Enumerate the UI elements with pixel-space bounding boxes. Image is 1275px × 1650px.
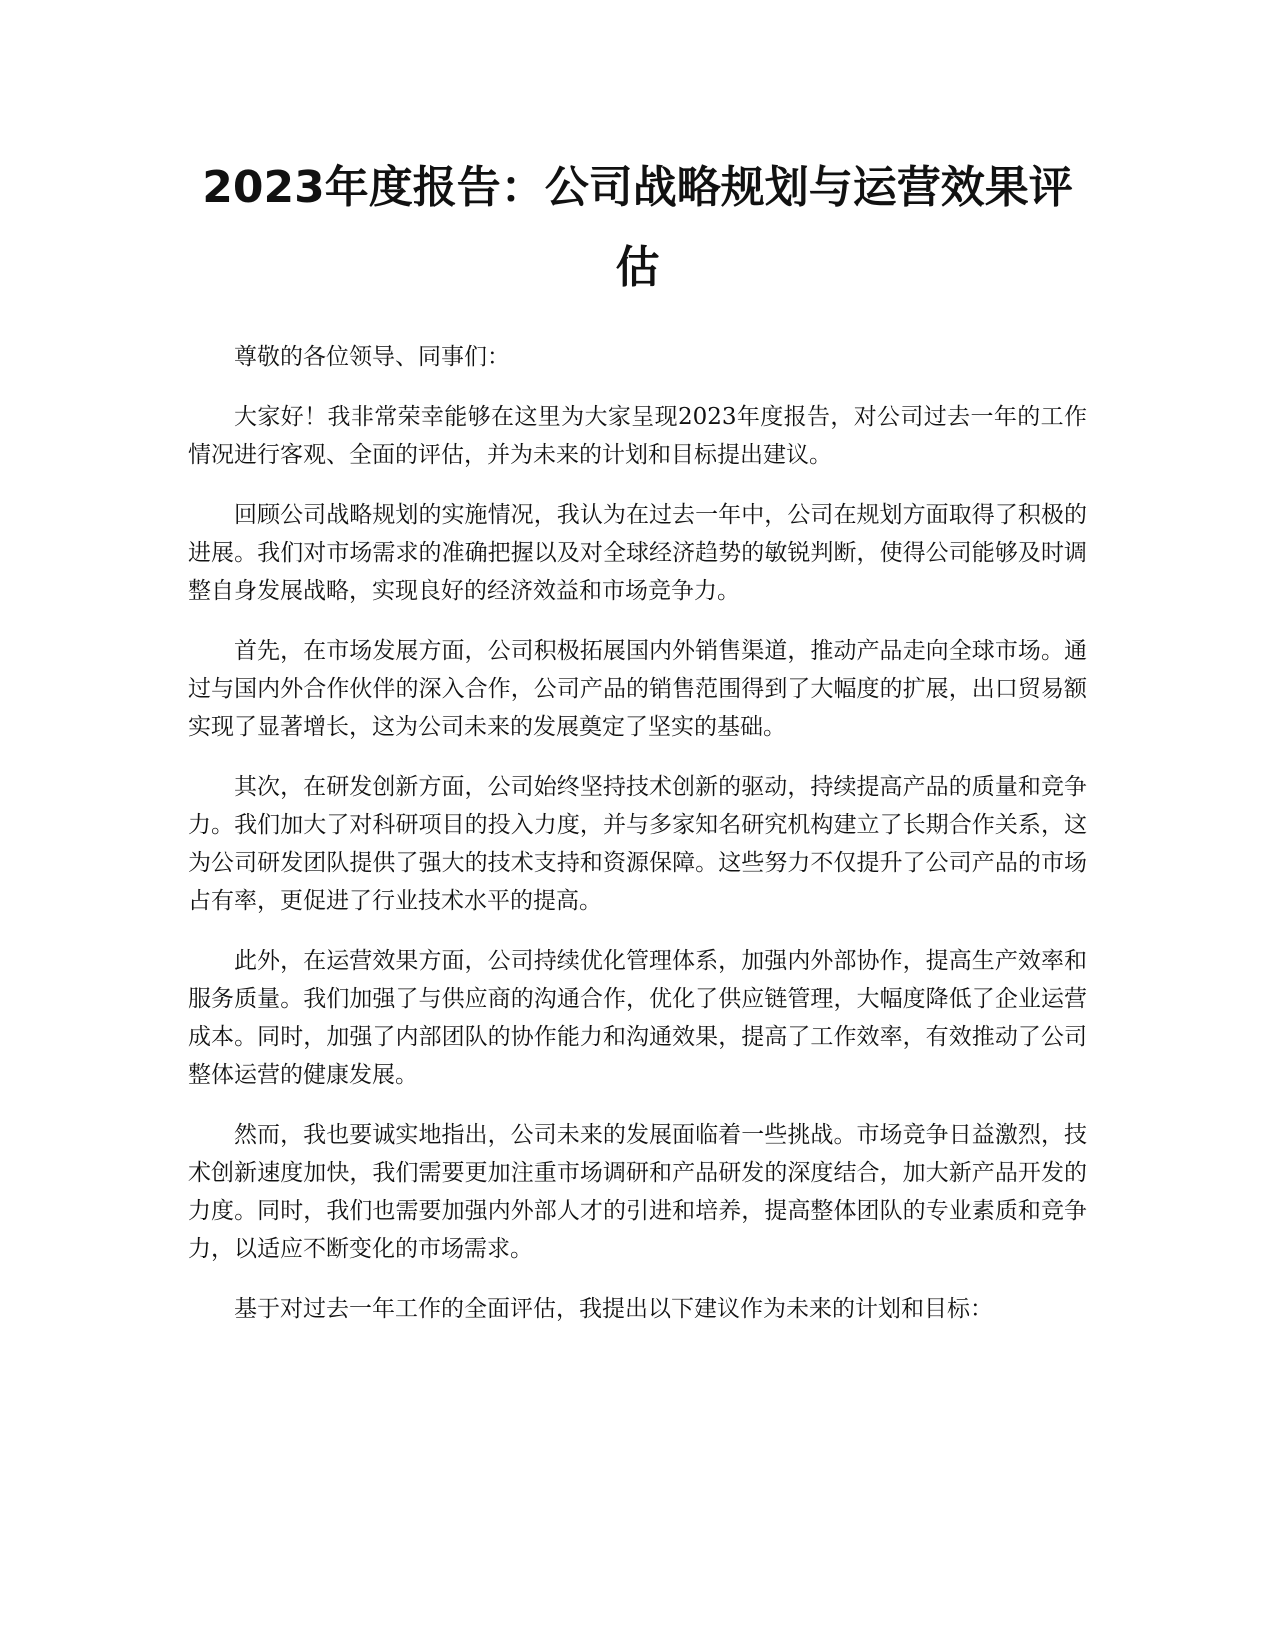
paragraph-rnd-innovation: 其次，在研发创新方面，公司始终坚持技术创新的驱动，持续提高产品的质量和竞争力。我们加大了对科研项目的投入力度，并与多家知名研究机构建立了长期合作关系，这为公司研发团队提供了强大的技术支持和资源保障。这些努力不仅提升了公司产品的市场占有率，更促进了行业技术水平的提高。 <box>188 774 1087 914</box>
paragraph-recommendations-intro: 基于对过去一年工作的全面评估，我提出以下建议作为未来的计划和目标： <box>234 1296 993 1322</box>
paragraph-market-development: 首先，在市场发展方面，公司积极拓展国内外销售渠道，推动产品走向全球市场。通过与国内外合作伙伴的深入合作，公司产品的销售范围得到了大幅度的扩展，出口贸易额实现了显著增长，这为公司未来的发展奠定了坚实的基础。 <box>188 638 1087 740</box>
paragraph-challenges: 然而，我也要诚实地指出，公司未来的发展面临着一些挑战。市场竞争日益激烈，技术创新速度加快，我们需要更加注重市场调研和产品研发的深度结合，加大新产品开发的力度。同时，我们也需要加强内外部人才的引进和培养，提高整体团队的专业素质和竞争力，以适应不断变化的市场需求。 <box>188 1122 1087 1262</box>
paragraph-operations: 此外，在运营效果方面，公司持续优化管理体系，加强内外部协作，提高生产效率和服务质量。我们加强了与供应商的沟通合作，优化了供应链管理，大幅度降低了企业运营成本。同时，加强了内部团队的协作能力和沟通效果，提高了工作效率，有效推动了公司整体运营的健康发展。 <box>188 948 1087 1088</box>
paragraph-salutation: 尊敬的各位领导、同事们： <box>234 344 510 370</box>
document-title: 2023年度报告：公司战略规划与运营效果评估 <box>202 162 1073 293</box>
paragraph-greeting: 大家好！我非常荣幸能够在这里为大家呈现2023年度报告，对公司过去一年的工作情况进行客观、全面的评估，并为未来的计划和目标提出建议。 <box>188 404 1087 468</box>
paragraph-strategy-review: 回顾公司战略规划的实施情况，我认为在过去一年中，公司在规划方面取得了积极的进展。我们对市场需求的准确把握以及对全球经济趋势的敏锐判断，使得公司能够及时调整自身发展战略，实现良好的经济效益和市场竞争力。 <box>188 502 1087 604</box>
